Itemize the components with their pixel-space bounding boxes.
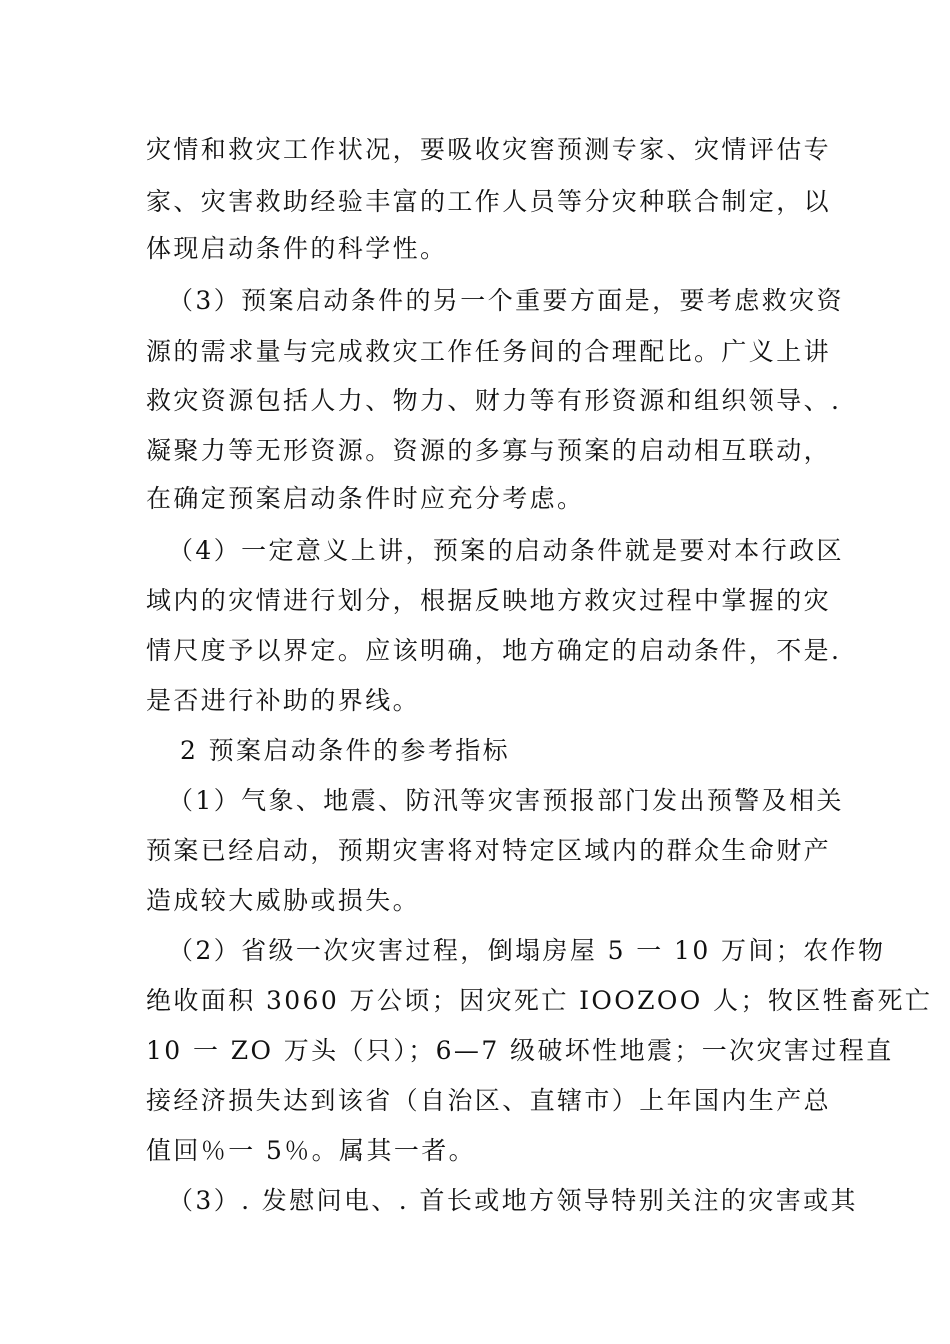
text-line: 10 一 ZO 万头（只）；6—7 级破坏性地震；一次灾害过程直 <box>146 1036 894 1065</box>
text-line: 凝聚力等无形资源。资源的多寡与预案的启动相互联动， <box>146 436 832 465</box>
paragraph-4-start: （4）一定意义上讲，预案的启动条件就是要对本行政区 <box>168 536 844 565</box>
section-heading: 2 预案启动条件的参考指标 <box>180 736 511 765</box>
paragraph-3-start: （3）预案启动条件的另一个重要方面是，要考虑救灾资 <box>168 286 844 315</box>
text-line: 接经济损失达到该省（自治区、直辖市）上年国内生产总 <box>146 1086 832 1115</box>
text-line: 体现启动条件的科学性。 <box>146 234 448 263</box>
text-line: 是否进行补助的界线。 <box>146 686 421 715</box>
text-line: 情尺度予以界定。应该明确，地方确定的启动条件，不是. <box>146 636 842 665</box>
item-3-start: （3）. 发慰问电、. 首长或地方领导特别关注的灾害或其 <box>168 1186 858 1215</box>
text-line: 救灾资源包括人力、物力、财力等有形资源和组织领导、. <box>146 386 842 415</box>
text-line: 在确定预案启动条件时应充分考虑。 <box>146 484 585 513</box>
text-line: 家、灾害救助经验丰富的工作人员等分灾种联合制定，以 <box>146 187 832 216</box>
text-line: 源的需求量与完成救灾工作任务间的合理配比。广义上讲 <box>146 337 832 366</box>
item-1-start: （1）气象、地震、防汛等灾害预报部门发出预警及相关 <box>168 786 844 815</box>
text-line: 灾情和救灾工作状况，要吸收灾窖预测专家、灾情评估专 <box>146 135 832 164</box>
text-line: 预案已经启动，预期灾害将对特定区域内的群众生命财产 <box>146 836 832 865</box>
text-line: 绝收面积 3060 万公顷；因灾死亡 IOOZOO 人；牧区牲畜死亡 <box>146 986 933 1015</box>
text-line: 值回％一 5％。属其一者。 <box>146 1136 477 1165</box>
text-line: 域内的灾情进行划分，根据反映地方救灾过程中掌握的灾 <box>146 586 832 615</box>
item-2-start: （2）省级一次灾害过程，倒塌房屋 5 一 10 万间；农作物 <box>168 936 886 965</box>
text-line: 造成较大威胁或损失。 <box>146 886 421 915</box>
